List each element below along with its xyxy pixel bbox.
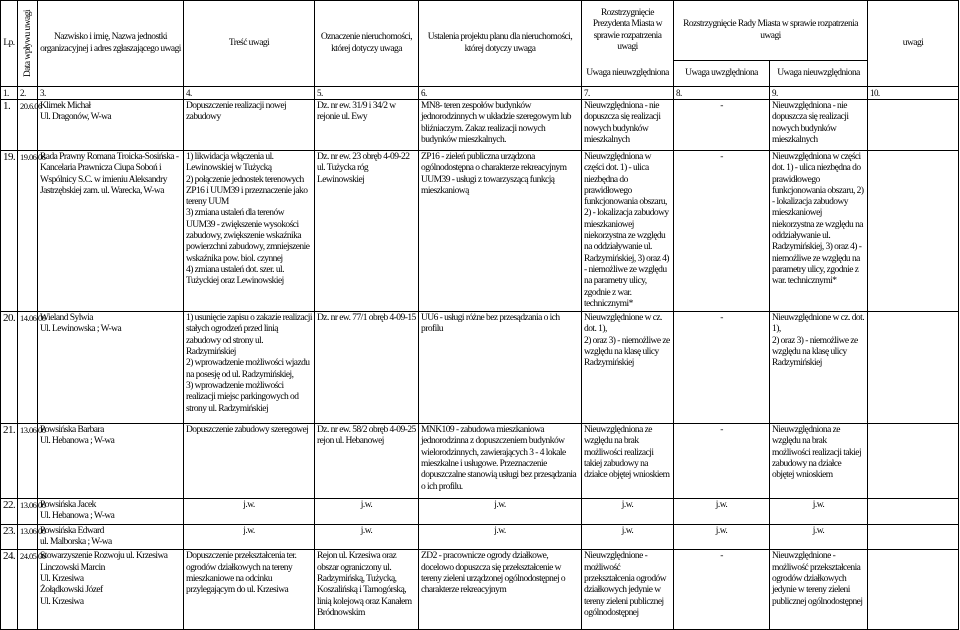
row-property: j.w. xyxy=(315,524,419,550)
row-president: Nieuwzględnione w cz. dot. 1), 2) oraz 3) - niemożliwe ze względu na klasę ulicy Radzymińskiej xyxy=(582,312,674,424)
row-lp: 1. xyxy=(1,100,18,151)
row-council-rejected: Nieuwzględniona ze względu na brak możliwości realizacji takiej zabudowy na działce objętej wnioskiem xyxy=(770,424,868,499)
header-content: Treść uwagi xyxy=(184,1,315,87)
table-row xyxy=(1,312,959,424)
row-plan: UU6 - usługi różne bez przesądzania o ich profilu xyxy=(419,312,582,424)
row-date: 13.06.06 xyxy=(18,524,38,550)
row-date: 24.05.06 xyxy=(18,550,38,630)
row-council-accepted: j.w. xyxy=(674,524,770,550)
row-date: 13.06.06 xyxy=(18,499,38,525)
row-president: j.w. xyxy=(582,499,674,525)
header-council-group: Rozstrzygnięcie Rady Miasta w sprawie rozpatrzenia uwagi xyxy=(674,1,868,61)
row-date: 14.06.06 xyxy=(18,312,38,424)
row-content: Dopuszczenie przekształcenia ter. ogrodów działkowych na tereny mieszkaniowe na odcinku przylegającym do ul. Krzesiwa xyxy=(184,550,315,630)
row-content: j.w. xyxy=(184,524,315,550)
row-council-rejected: Nieuwzględnione w cz. dot. 1), 2) oraz 3) - niemożliwe ze względu na klasę ulicy Radzymińskiej xyxy=(770,312,868,424)
row-council-rejected: Nieuwzględniona - nie dopuszcza się realizacji nowych budynków mieszkalnych xyxy=(770,100,868,151)
row-content: Dopuszczenie zabudowy szeregowej xyxy=(184,424,315,499)
row-content: 1) likwidacja włączenia ul. Lewinowskiej w Tużycką 2) połączenie jednostek terenowych ZP16 i UUM39 i przeznaczenie jako tereny UUM 3) zmiana ustaleń dla terenów UUM39 - zwiększenie wysokości zabudowy, zwiększenie wskaźnika powierzchni zabudowy, zmniejszenie wskaźnika pow. biol. czynnej 4) zmiana ustaleń dot. szer. ul. Tużyckiej oraz Lewinowskiej xyxy=(184,151,315,312)
row-lp: 24. xyxy=(1,550,18,630)
column-number: 8. xyxy=(674,87,770,100)
header-name: Nazwisko i imię, Nazwa jednostki organizacyjnej i adres zgłaszającego uwagi xyxy=(38,1,184,87)
row-council-accepted: - xyxy=(674,312,770,424)
row-remarks xyxy=(868,100,959,151)
row-name: Stowarzyszenie Rozwoju ul. Krzesiwa Linczowski Marcin Ul. Krzesiwa Żołądkowski Józef Ul. Krzesiwa xyxy=(38,550,184,630)
row-council-rejected: j.w. xyxy=(770,499,868,525)
row-council-accepted: - xyxy=(674,151,770,312)
row-lp: 22. xyxy=(1,499,18,525)
row-president: j.w. xyxy=(582,524,674,550)
row-council-accepted: - xyxy=(674,424,770,499)
row-content: 1) usunięcie zapisu o zakazie realizacji stałych ogrodzeń przed linią zabudowy od strony ul. Radzymińskiej 2) wprowadzenie możliwości wjazdu na posesję od ul. Radzymińskiej, 3) wprowadzenie możliwości realizacji miejsc parkingowych od strony ul. Radzymińskiej xyxy=(184,312,315,424)
column-number: 5. xyxy=(315,87,419,100)
row-remarks xyxy=(868,312,959,424)
row-plan: MNK109 - zabudowa mieszkaniowa jednorodzinna z dopuszczeniem budynków wielorodzinnych, zawierających 3 - 4 lokale mieszkalne i usługowe. Przeznaczenie dopuszczalne stanowią usługi bez przesądzania o ich profilu. xyxy=(419,424,582,499)
row-content: j.w. xyxy=(184,499,315,525)
row-council-accepted: - xyxy=(674,550,770,630)
table-row xyxy=(1,550,959,630)
row-content: Dopuszczenie realizacji nowej zabudowy xyxy=(184,100,315,151)
row-remarks xyxy=(868,424,959,499)
row-plan: MN8- teren zespołów budynków jednorodzinnych w układzie szeregowym lub bliźniaczym. Zakaz realizacji nowych budynków mieszkalnych. xyxy=(419,100,582,151)
row-name: Klimek Michał Ul. Dragonów, W-wa xyxy=(38,100,184,151)
row-plan: j.w. xyxy=(419,499,582,525)
row-property: Dz. nr ew. 31/9 i 34/2 w rejonie ul. Ewy xyxy=(315,100,419,151)
header-date-received: Data wpływu uwagi xyxy=(18,1,38,87)
row-date: 13.06.06 xyxy=(18,424,38,499)
row-plan: j.w. xyxy=(419,524,582,550)
row-remarks xyxy=(868,151,959,312)
header-remarks: uwagi xyxy=(868,1,959,87)
row-lp: 23. xyxy=(1,524,18,550)
row-name: Powsińska Edward ul. Malborska ; W-wa xyxy=(38,524,184,550)
row-plan: ZP16 - zieleń publiczna urządzona ogólnodostępna o charakterze rekreacyjnym UUM39 - usługi z towarzyszącą funkcją mieszkaniową xyxy=(419,151,582,312)
row-name: Wieland Sylwia Ul. Lewinowska ; W-wa xyxy=(38,312,184,424)
table-row xyxy=(1,499,959,525)
row-date: 20.6.06 xyxy=(18,100,38,151)
row-lp: 19. xyxy=(1,151,18,312)
row-name: Powsińska Barbara Ul. Hebanowa ; W-wa xyxy=(38,424,184,499)
column-number: 2. xyxy=(18,87,38,100)
row-president: Nieuwzględniona w części dot. 1) - ulica niezbędna do prawidłowego funkcjonowania obszaru, 2) - lokalizacja zabudowy mieszkaniowej niekorzystna ze względu na oddziaływanie ul. Radzymińskiej, 3) oraz 4) - niemożliwe ze względu na parametry ulicy, zgodnie z war. technicznymi* xyxy=(582,151,674,312)
row-property: Dz. nr ew. 58/2 obręb 4-09-25 rejon ul. Hebanowej xyxy=(315,424,419,499)
header-president-group: Rozstrzygnięcie Prezydenta Miasta w sprawie rozpatrzenia uwagi xyxy=(582,1,674,61)
table-row xyxy=(1,524,959,550)
row-council-rejected: Nieuwzględnione - możliwość przekształcenia ogrodów działkowych jedynie w tereny zieleni publicznej ogólnodostępnej xyxy=(770,550,868,630)
column-number: 6. xyxy=(419,87,582,100)
header-president-sub: Uwaga nieuwzględniona xyxy=(582,61,674,87)
column-number: 3. xyxy=(38,87,184,100)
row-property: Dz. nr ew. 23 obręb 4-09-22 ul. Tużycka róg Lewinowskiej xyxy=(315,151,419,312)
row-remarks xyxy=(868,524,959,550)
row-president: Nieuwzględniona - nie dopuszcza się realizacji nowych budynków mieszkalnych xyxy=(582,100,674,151)
row-president: Nieuwzględniona ze względu na brak możliwości realizacji takiej zabudowy na działce objętej wnioskiem xyxy=(582,424,674,499)
row-council-rejected: j.w. xyxy=(770,524,868,550)
header-council-accepted: Uwaga uwzględniona xyxy=(674,61,770,87)
table-row xyxy=(1,100,959,151)
row-council-accepted: j.w. xyxy=(674,499,770,525)
column-number: 1. xyxy=(1,87,18,100)
header-council-rejected: Uwaga nieuwzględniona xyxy=(770,61,868,87)
column-number: 10. xyxy=(868,87,959,100)
row-remarks xyxy=(868,550,959,630)
column-number: 9. xyxy=(770,87,868,100)
row-lp: 21. xyxy=(1,424,18,499)
row-name: Rada Prawny Romana Troicka-Sosińska - Kancelaria Prawnicza Ciupa Soboń i Wspólnicy S.C. w imieniu Aleksandry Jastrzębskiej zam. ul. Warecka, W-wa xyxy=(38,151,184,312)
column-number: 4. xyxy=(184,87,315,100)
row-plan: ZD2 - pracownicze ogrody działkowe, docelowo dopuszcza się przekształcenie w tereny zieleni urządzonej ogólnodostępnej o charakterze rekreacyjnym xyxy=(419,550,582,630)
row-council-rejected: Nieuwzględniona w części dot. 1) - ulica niezbędna do prawidłowego funkcjonowania obszaru, 2) - lokalizacja zabudowy mieszkaniowej niekorzystna ze względu na oddziaływanie ul. Radzymińskiej, 3) oraz 4) - niemożliwe ze względu na parametry ulicy, zgodnie z war. technicznymi* xyxy=(770,151,868,312)
row-president: Nieuwzględnione - możliwość przekształcenia ogrodów działkowych jedynie w tereny zieleni publicznej ogólnodostępnej xyxy=(582,550,674,630)
table-row xyxy=(1,151,959,312)
table-row xyxy=(1,424,959,499)
header-plan-provisions: Ustalenia projektu planu dla nieruchomości, której dotyczy uwaga xyxy=(419,1,582,87)
row-lp: 20. xyxy=(1,312,18,424)
row-name: Powsińska Jacek Ul. Hebanowa ; W-wa xyxy=(38,499,184,525)
row-remarks xyxy=(868,499,959,525)
column-number: 7. xyxy=(582,87,674,100)
row-council-accepted: - xyxy=(674,100,770,151)
row-property: Rejon ul. Krzesiwa oraz obszar ograniczony ul. Radzymińską, Tużycką, Koszalińską i Tarnogórską, linią kolejową oraz Kanałem Bródnowskim xyxy=(315,550,419,630)
header-lp: Lp. xyxy=(1,1,18,87)
row-property: Dz. nr ew. 77/1 obręb 4-09-15 xyxy=(315,312,419,424)
header-property: Oznaczenie nieruchomości, której dotyczy uwaga xyxy=(315,1,419,87)
row-date: 19.06.06 xyxy=(18,151,38,312)
row-property: j.w. xyxy=(315,499,419,525)
